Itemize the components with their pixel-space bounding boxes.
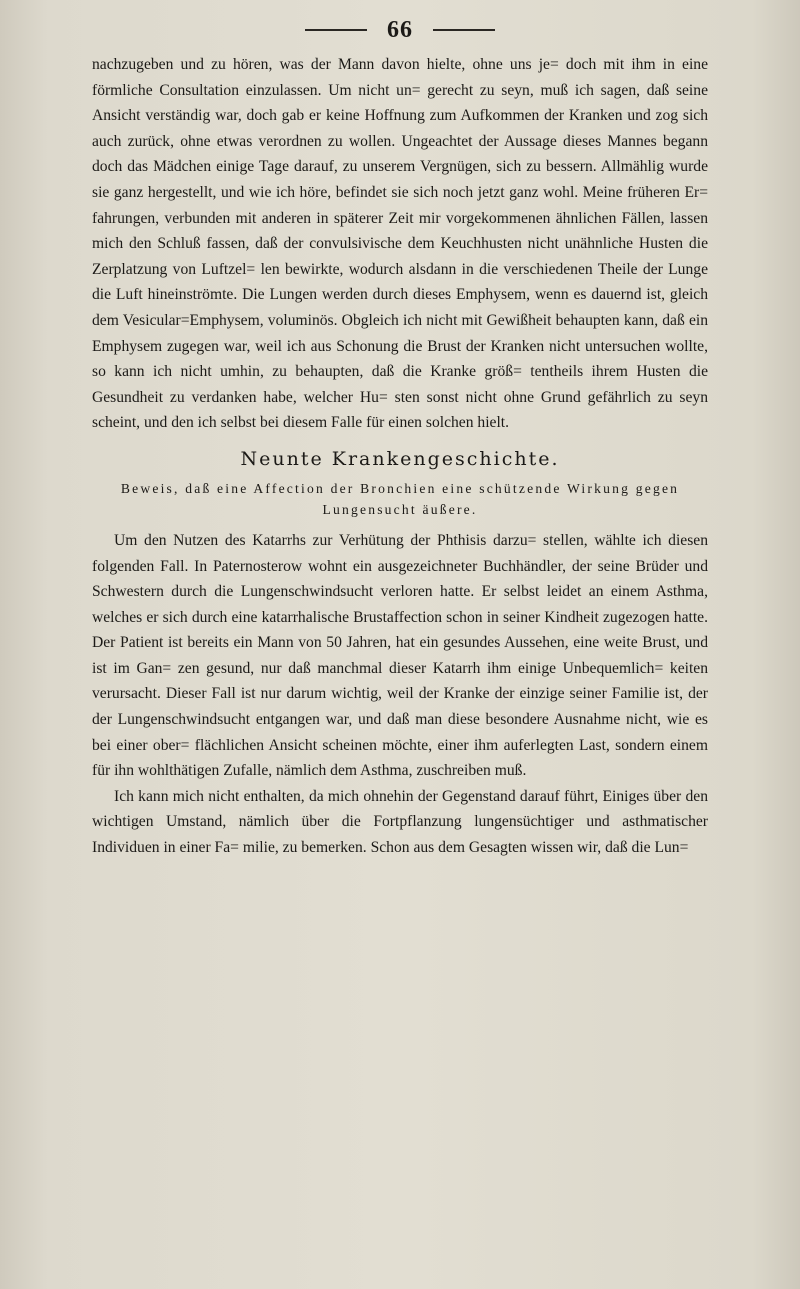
header-rule-right [433,29,495,31]
section-subtitle: Beweis, daß eine Affection der Bronchien eine schützende Wirkung gegen Lungensucht äußere. [120,480,680,517]
section-title: Neunte Krankengeschichte. [240,447,560,470]
paragraph-continuation: nachzugeben und zu hören, was der Mann davon hielte, ohne uns je= doch mit ihm in eine förmliche Consultation einzulassen. Um nicht un= gerecht zu seyn, muß ich sagen, daß seine Ansicht verständig war, doch gab er keine Hoffnung zum Aufkommen der Kranken und zog sich auch zurück, ohne etwas verordnen zu wollen. Ungeachtet der Aussage dieses Mannes begann doch das Mädchen einige Tage darauf, zu unserem Vergnügen, sich zu bessern. Allmählig wurde sie ganz hergestellt, und wie ich höre, befindet sie sich noch jetzt ganz wohl. Meine früheren Er= fahrungen, verbunden mit anderen in späterer Zeit mir vorgekommenen ähnlichen Fällen, lassen mich den Schluß fassen, daß der convulsivische dem Keuchhusten nicht unähnliche Husten die Zerplatzung von Luftzel= len bewirkte, wodurch alsdann in die verschiedenen Theile der Lunge die Luft hineinströmte. Die Lungen werden durch dieses Emphysem, wenn es dauernd ist, gleich dem Vesicular=Emphysem, voluminös. Obgleich ich nicht mit Gewißheit behaupten kann, daß ein Emphysem zugegen war, weil ich aus Schonung die Brust der Kranken nicht untersuchen wollte, so kann ich nicht umhin, zu behaupten, daß die Kranke größ= tentheils ihrem Husten die Gesundheit zu verdanken habe, welcher Hu= sten sonst nicht ohne Grund gefährlich zu seyn scheint, und den ich selbst bei diesem Falle für einen solchen hielt. [92,56,708,432]
page-number: 66 [387,16,413,43]
header-rule-left [305,29,367,31]
paragraph-case-description: Um den Nutzen des Katarrhs zur Verhütung der Phthisis darzu= stellen, wählte ich diesen folgenden Fall. In Paternosterow wohnt ein ausgezeichneter Buchhändler, der seine Brüder und Schwestern durch die Lungenschwindsucht verloren hatte. Er selbst leidet an einem Asthma, welches er sich durch eine katarrhalische Brustaffection schon in seiner Kindheit zugezogen hatte. Der Patient ist bereits ein Mann von 50 Jahren, hat ein gesundes Aussehen, eine weite Brust, und ist im Gan= zen gesund, nur daß manchmal dieser Katarrh ihm einige Unbequemlich= keiten verursacht. Dieser Fall ist nur darum wichtig, weil der Kranke der einzige seiner Familie ist, der der Lungenschwindsucht entgangen war, und daß man diese besondere Ausnahme nicht, wie es bei einer ober= flächlichen Ansicht scheinen möchte, einer ihm auferlegten Last, sondern einem für ihn wohlthätigen Zufalle, nämlich dem Asthma, zuschreiben muß. [92,531,708,780]
paragraph-family-remarks: Ich kann mich nicht enthalten, da mich ohnehin der Gegenstand darauf führt, Einiges über den wichtigen Umstand, nämlich über die Fortpflanzung lungensüchtiger und asthmatischer Individuen in einer Fa= milie, zu bemerken. Schon aus dem Gesagten wissen wir, daß die Lun= [92,787,708,857]
page-header [0,14,800,46]
page-body [92,52,708,861]
